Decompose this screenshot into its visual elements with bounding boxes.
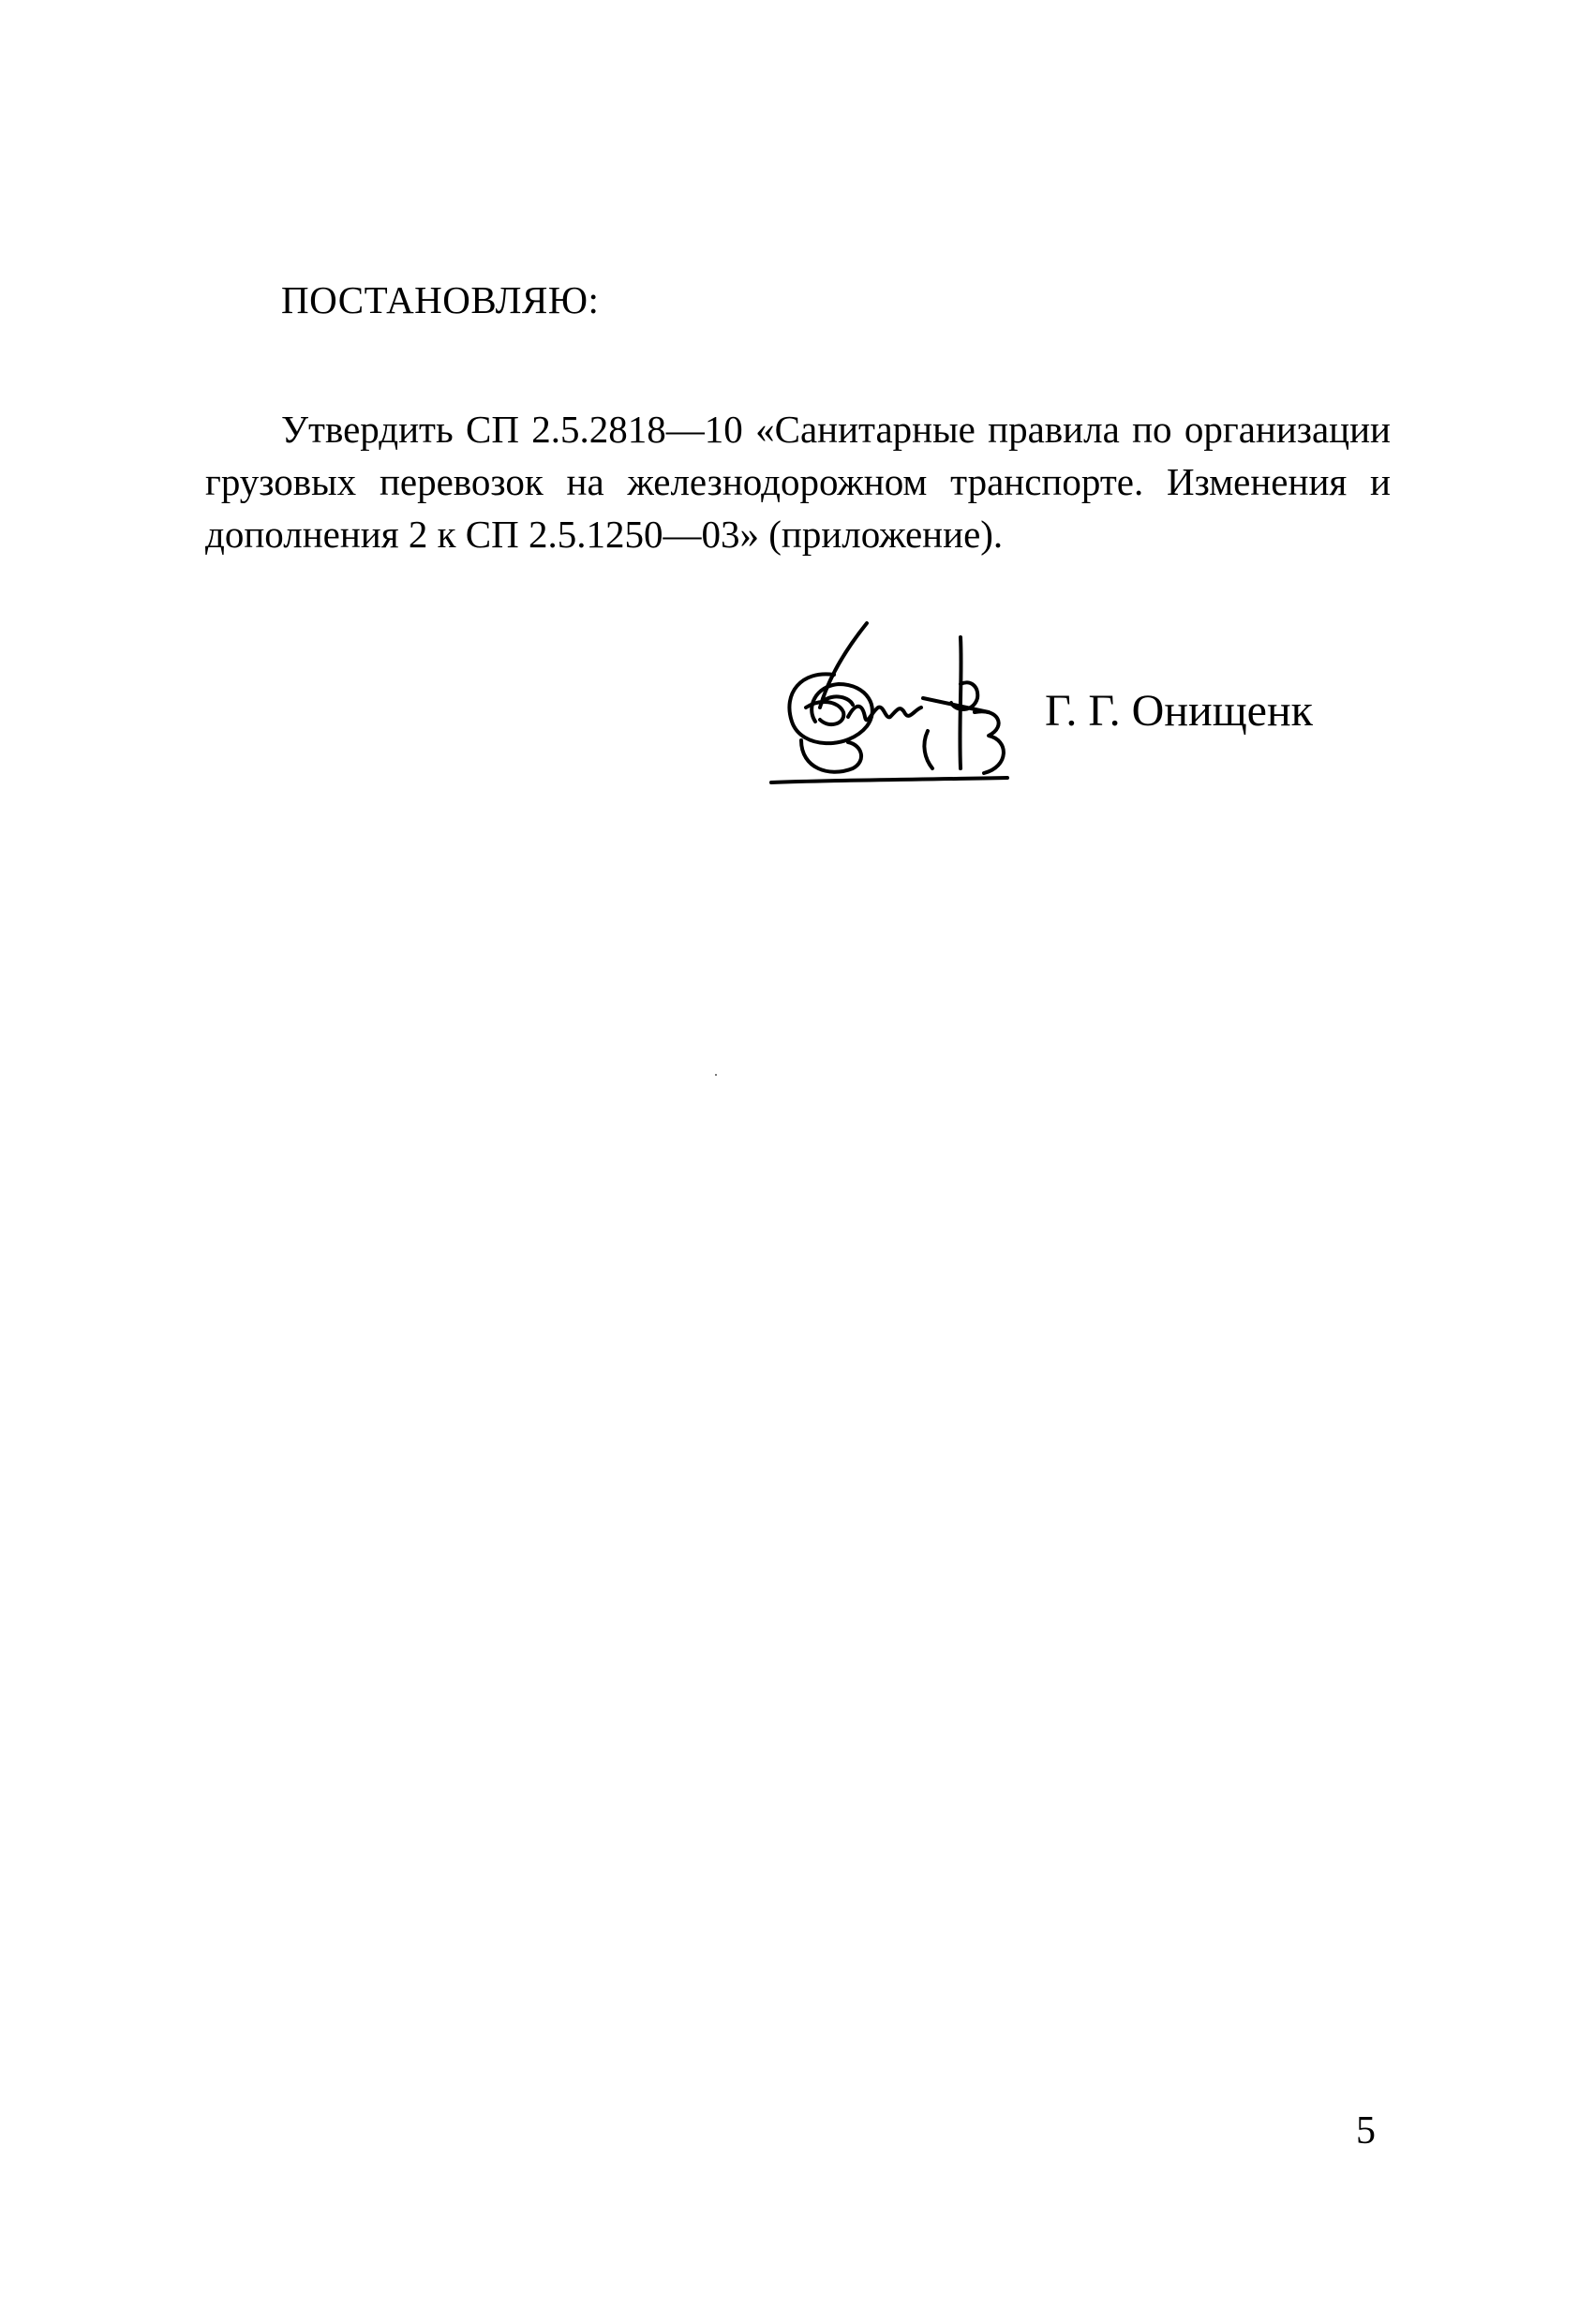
signature-block [764, 618, 1420, 806]
resolution-heading: ПОСТАНОВЛЯЮ: [281, 278, 600, 321]
page-number: 5 [1356, 2109, 1376, 2153]
signer-name: Г. Г. Онищенк [1045, 686, 1313, 736]
scan-speck [715, 1074, 717, 1076]
handwritten-signature [764, 618, 1017, 797]
resolution-paragraph: Утвердить СП 2.5.2818—10 «Санитарные правила по организации грузовых перевозок на железнодорожном транспорте. Изменения и дополнения 2 к СП 2.5.1250—03» (приложение). [205, 408, 1391, 556]
